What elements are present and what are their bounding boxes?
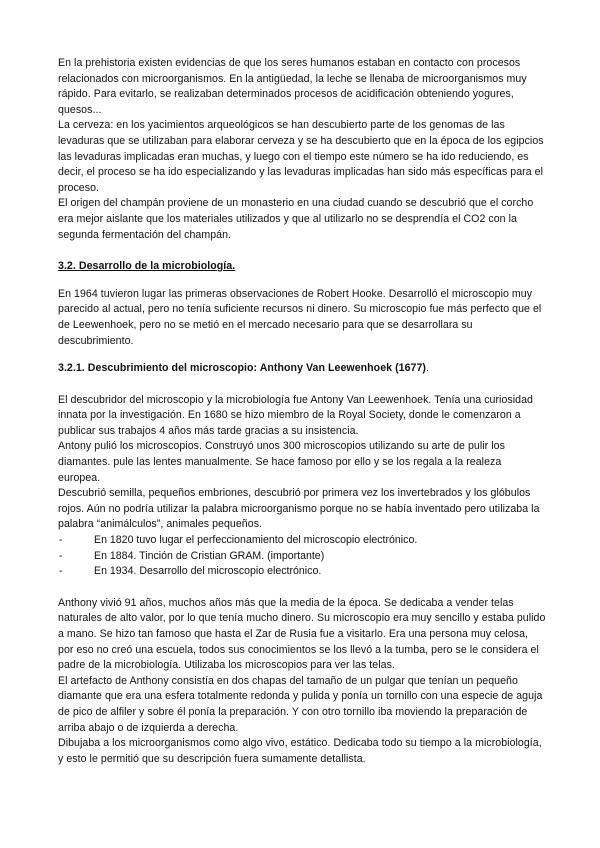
section-heading-3-2-1 bbox=[58, 361, 546, 377]
list-dash: - bbox=[59, 549, 63, 562]
section-heading-3-2-1-text: 3.2.1. Descubrimiento del microscopio: Anthony Van Leewenhoek (1677) bbox=[58, 362, 426, 375]
spacer bbox=[58, 243, 546, 259]
spacer bbox=[58, 377, 546, 393]
section-3-2-paragraph-hooke: En 1964 tuvieron lugar las primeras observaciones de Robert Hooke. Desarrolló el microscopio muy parecido al actual, pero no tenía suficiente recursos ni dinero. Su microscopio fue más perfecto que el de Leewenhoek, pero no se metió en el mercado necesario para que se desarrollara su descubrimiento. bbox=[58, 287, 542, 347]
spacer bbox=[58, 275, 546, 287]
list-item bbox=[58, 533, 546, 549]
list-item bbox=[58, 564, 546, 580]
list-dash: - bbox=[59, 534, 63, 547]
section-heading-3-2-1-period: . bbox=[426, 362, 429, 375]
section-3-2-1-paragraph-artifact: El artefacto de Anthony consistía en dos chapas del tamaño de un pulgar que tenían un pequeño diamante que era una esfera totalmente redonda y pulida y ponía un tornillo con una especie de aguja de pico de alfiler y sobre él ponía la preparación. Y con otro tornillo iba moviendo la preparación de arriba abajo o de izquierda a derecha. bbox=[58, 674, 543, 734]
section-3-2-1-paragraph-discoveries: Descubrió semilla, pequeños embriones, descubrió por primera vez los invertebrados y los glóbulos rojos. Aún no podría utilizar la palabra microorganismo porque no se había inventado pero utilizaba la palabra “animálculos”, animales pequeños. bbox=[58, 487, 540, 531]
section-heading-3-2: 3.2. Desarrollo de la microbiología. bbox=[58, 260, 236, 273]
intro-paragraph-beer: La cerveza: en los yacimientos arqueológicos se han descubierto parte de los genomas de las levaduras que se utilizaban para elaborar cerveza y se ha descubierto que en la época de los egipcios las levaduras implicadas eran muchas, y luego con el tiempo este número se ha ido reduciendo, es decir, el proceso se ha ido especializando y las levaduras implicadas han sido más específicas para el proceso. bbox=[58, 119, 544, 194]
list-item-text: En 1820 tuvo lugar el perfeccionamiento del microscopio electrónico. bbox=[94, 534, 418, 547]
spacer bbox=[58, 580, 546, 596]
spacer bbox=[58, 349, 546, 361]
list-item bbox=[58, 549, 546, 565]
intro-paragraph-champagne: El origen del champán proviene de un monasterio en una ciudad cuando se descubrió que el corcho era mejor aislante que los materiales utilizados y que al utilizarlo no se desprendía el CO2 con la segunda fermentación del champán. bbox=[58, 197, 534, 241]
milestones-list bbox=[58, 533, 546, 580]
list-item-text: En 1934. Desarrollo del microscopio electrónico. bbox=[94, 565, 322, 578]
section-3-2-1-paragraph-drawings: Dibujaba a los microorganismos como algo vivo, estático. Dedicaba todo su tiempo a la microbiología, y esto le permitió que su descripción fuera sumamente detallista. bbox=[58, 737, 542, 765]
list-item-text: En 1884. Tinción de Cristian GRAM. (importante) bbox=[94, 549, 325, 562]
section-3-2-1-paragraph-polishing: Antony pulió los microscopios. Construyó unos 300 microscopios utilizando su arte de pulir los diamantes. pule las lentes manualmente. Se hace famoso por ello y se los regala a la realeza europea. bbox=[58, 440, 505, 484]
intro-paragraph-prehistory: En la prehistoria existen evidencias de que los seres humanos estaban en contacto con procesos relacionados con microorganismos. En la antigüedad, la leche se llenaba de microorganismos muy rápido. Para evitarlo, se realizaban determinados procesos de acidificación obteniendo yogures, quesos... bbox=[58, 57, 527, 116]
section-3-2-1-paragraph-life: Anthony vivió 91 años, muchos años más que la media de la época. Se dedicaba a vender telas naturales de alto valor, por lo que tenía mucho dinero. Su microscopio era muy sencillo y estaba pulido a mano. Se hizo tan famoso que hasta el Zar de Rusia fue a visitarlo. Era una persona muy celosa, por eso no creó una escuela, todos sus conocimientos se los llevó a la tumba, pero se le considera el padre de la microbiología. Utilizaba los microscopios para ver las telas. bbox=[58, 596, 546, 672]
section-3-2-1-paragraph-discoverer: El descubridor del microscopio y la microbiología fue Antony Van Leewenhoek. Tenía una curiosidad innata por la investigación. En 1680 se hizo miembro de la Royal Society, donde le comenzaron a publicar sus trabajos 4 años más tarde gracias a su insistencia. bbox=[58, 393, 533, 437]
list-dash: - bbox=[59, 565, 63, 578]
